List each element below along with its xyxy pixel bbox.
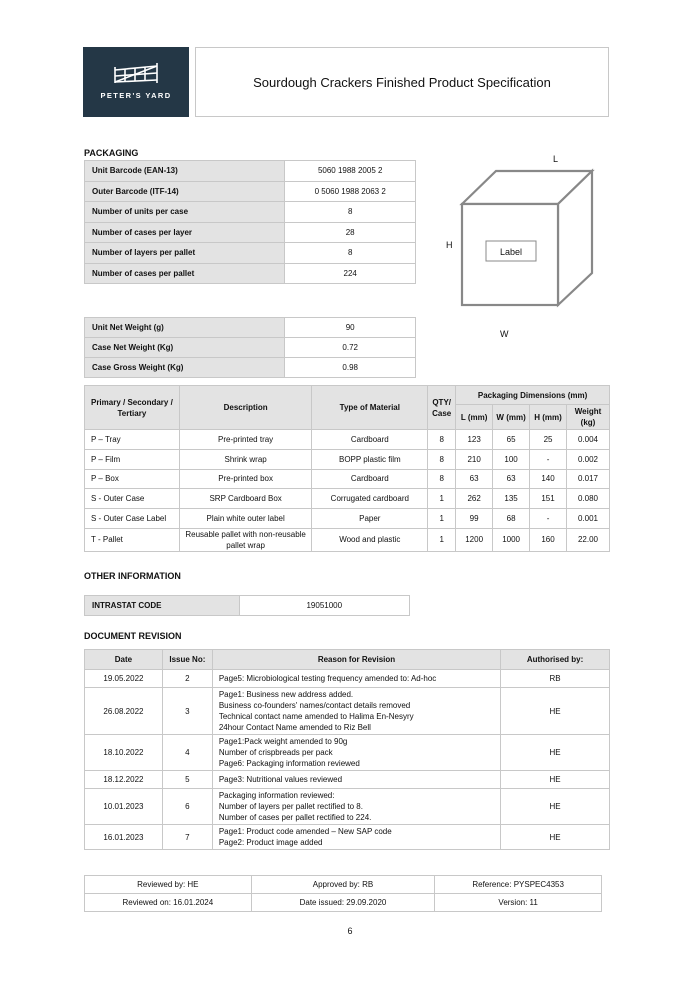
material-level: P – Box bbox=[85, 469, 180, 489]
weight-row-label: Case Gross Weight (Kg) bbox=[85, 358, 285, 378]
material-h: 151 bbox=[530, 489, 567, 509]
col-length: L (mm) bbox=[456, 405, 493, 430]
col-width: W (mm) bbox=[493, 405, 530, 430]
material-h: 25 bbox=[530, 430, 567, 450]
weight-row-label: Case Net Weight (Kg) bbox=[85, 338, 285, 358]
weight-row-value: 90 bbox=[285, 318, 416, 338]
packaging-row bbox=[85, 202, 416, 223]
revision-reason-line: Packaging information reviewed: bbox=[218, 791, 335, 800]
other-info-section-title: OTHER INFORMATION bbox=[84, 571, 181, 581]
intrastat-value: 19051000 bbox=[239, 596, 409, 616]
col-level: Primary / Secondary / Tertiary bbox=[85, 386, 180, 430]
material-material: Paper bbox=[312, 509, 428, 529]
material-material: Cardboard bbox=[312, 430, 428, 450]
material-l: 123 bbox=[456, 430, 493, 450]
revision-table bbox=[84, 649, 610, 850]
material-l: 63 bbox=[456, 469, 493, 489]
date-issued: Date issued: 29.09.2020 bbox=[251, 894, 435, 912]
packaging-section-title: PACKAGING bbox=[84, 148, 139, 158]
packaging-row-value: 5060 1988 2005 2 bbox=[285, 161, 416, 182]
reference: Reference: PYSPEC4353 bbox=[435, 876, 602, 894]
revision-row bbox=[85, 771, 610, 789]
packaging-row bbox=[85, 243, 416, 264]
revision-reason-line: Business co-founders' names/contact details removed bbox=[218, 701, 411, 710]
revision-reason bbox=[212, 771, 500, 789]
version: Version: 11 bbox=[435, 894, 602, 912]
material-material: BOPP plastic film bbox=[312, 449, 428, 469]
revision-reason-line: Page3: Nutritional values reviewed bbox=[218, 775, 343, 784]
revision-reason bbox=[212, 670, 500, 688]
material-description: Pre-printed tray bbox=[179, 430, 312, 450]
material-material: Cardboard bbox=[312, 469, 428, 489]
width-label: W bbox=[500, 329, 509, 339]
revision-reason-line: Page1: Business new address added. bbox=[218, 690, 354, 699]
material-h: - bbox=[530, 509, 567, 529]
revision-reason-line: 24hour Contact Name amended to Riz Bell bbox=[218, 723, 371, 732]
revision-row bbox=[85, 825, 610, 850]
document-title: Sourdough Crackers Finished Product Specification bbox=[195, 47, 609, 117]
packaging-row-label: Number of units per case bbox=[85, 202, 285, 223]
material-w: 135 bbox=[493, 489, 530, 509]
reviewed-by: Reviewed by: HE bbox=[85, 876, 252, 894]
material-qty: 1 bbox=[428, 489, 456, 509]
revision-issue: 4 bbox=[162, 735, 212, 771]
material-weight: 0.017 bbox=[567, 469, 610, 489]
revision-reason-line: Page1: Product code amended – New SAP code bbox=[218, 827, 392, 836]
material-material: Wood and plastic bbox=[312, 528, 428, 551]
revision-row bbox=[85, 670, 610, 688]
material-row bbox=[85, 469, 610, 489]
packaging-row-label: Unit Barcode (EAN-13) bbox=[85, 161, 285, 182]
material-row bbox=[85, 489, 610, 509]
revision-issue: 7 bbox=[162, 825, 212, 850]
packaging-row bbox=[85, 263, 416, 284]
material-qty: 8 bbox=[428, 469, 456, 489]
material-w: 100 bbox=[493, 449, 530, 469]
col-weight: Weight (kg) bbox=[567, 405, 610, 430]
material-weight: 0.080 bbox=[567, 489, 610, 509]
col-reason: Reason for Revision bbox=[212, 650, 500, 670]
reviewed-on: Reviewed on: 16.01.2024 bbox=[85, 894, 252, 912]
revision-reason bbox=[212, 688, 500, 735]
packaging-row-value: 8 bbox=[285, 243, 416, 264]
material-row bbox=[85, 509, 610, 529]
packaging-row-label: Number of cases per layer bbox=[85, 222, 285, 243]
material-qty: 8 bbox=[428, 430, 456, 450]
packaging-row-value: 28 bbox=[285, 222, 416, 243]
revision-reason-line: Number of layers per pallet rectified to 8. bbox=[218, 802, 363, 811]
box-label-text: Label bbox=[499, 247, 523, 257]
revision-reason-line: Technical contact name amended to Halima En-Nesyry bbox=[218, 712, 414, 721]
material-l: 210 bbox=[456, 449, 493, 469]
col-qty: QTY/ Case bbox=[428, 386, 456, 430]
col-date: Date bbox=[85, 650, 163, 670]
revision-authorised: HE bbox=[501, 688, 610, 735]
col-dimensions: Packaging Dimensions (mm) bbox=[456, 386, 610, 405]
material-w: 63 bbox=[493, 469, 530, 489]
col-authorised: Authorised by: bbox=[501, 650, 610, 670]
revision-date: 26.08.2022 bbox=[85, 688, 163, 735]
revision-reason-line: Number of crispbreads per pack bbox=[218, 748, 333, 757]
material-w: 65 bbox=[493, 430, 530, 450]
revision-date: 16.01.2023 bbox=[85, 825, 163, 850]
packaging-row-value: 224 bbox=[285, 263, 416, 284]
revision-issue: 5 bbox=[162, 771, 212, 789]
material-w: 1000 bbox=[493, 528, 530, 551]
material-level: P – Tray bbox=[85, 430, 180, 450]
material-h: 160 bbox=[530, 528, 567, 551]
material-level: S - Outer Case Label bbox=[85, 509, 180, 529]
material-qty: 8 bbox=[428, 449, 456, 469]
revision-authorised: HE bbox=[501, 825, 610, 850]
material-h: - bbox=[530, 449, 567, 469]
revision-issue: 3 bbox=[162, 688, 212, 735]
material-w: 68 bbox=[493, 509, 530, 529]
packaging-row-value: 0 5060 1988 2063 2 bbox=[285, 181, 416, 202]
packaging-materials-table bbox=[84, 385, 610, 552]
revision-reason-line: Page2: Product image added bbox=[218, 838, 323, 847]
gate-icon bbox=[113, 61, 159, 87]
revision-reason bbox=[212, 789, 500, 825]
revision-reason-line: Page5: Microbiological testing frequency amended to: Ad-hoc bbox=[218, 674, 437, 683]
col-height: H (mm) bbox=[530, 405, 567, 430]
material-description: Shrink wrap bbox=[179, 449, 312, 469]
material-level: S - Outer Case bbox=[85, 489, 180, 509]
packaging-table bbox=[84, 160, 416, 284]
revision-date: 19.05.2022 bbox=[85, 670, 163, 688]
revision-reason bbox=[212, 825, 500, 850]
revision-authorised: HE bbox=[501, 789, 610, 825]
material-description: Plain white outer label bbox=[179, 509, 312, 529]
page-number: 6 bbox=[347, 926, 353, 936]
material-weight: 0.004 bbox=[567, 430, 610, 450]
material-l: 99 bbox=[456, 509, 493, 529]
packaging-row-value: 8 bbox=[285, 202, 416, 223]
material-qty: 1 bbox=[428, 528, 456, 551]
revision-reason-line: Page6: Packaging information reviewed bbox=[218, 759, 360, 768]
weight-row bbox=[85, 338, 416, 358]
material-weight: 0.001 bbox=[567, 509, 610, 529]
material-description: Pre-printed box bbox=[179, 469, 312, 489]
intrastat-label: INTRASTAT CODE bbox=[85, 596, 240, 616]
revision-reason bbox=[212, 735, 500, 771]
revision-row bbox=[85, 688, 610, 735]
material-description: Reusable pallet with non-reusable pallet wrap bbox=[179, 528, 312, 551]
material-row bbox=[85, 528, 610, 551]
logo-wordmark: PETER'S YARD bbox=[100, 91, 172, 100]
weight-row bbox=[85, 358, 416, 378]
packaging-row-label: Number of cases per pallet bbox=[85, 263, 285, 284]
height-label: H bbox=[446, 240, 453, 250]
revision-authorised: RB bbox=[501, 670, 610, 688]
material-level: T - Pallet bbox=[85, 528, 180, 551]
revision-row bbox=[85, 735, 610, 771]
revision-reason-line: Page1:Pack weight amended to 90g bbox=[218, 737, 348, 746]
revision-row bbox=[85, 789, 610, 825]
weight-row bbox=[85, 318, 416, 338]
packaging-row-label: Outer Barcode (ITF-14) bbox=[85, 181, 285, 202]
intrastat-table bbox=[84, 595, 410, 616]
packaging-row bbox=[85, 222, 416, 243]
packaging-row-label: Number of layers per pallet bbox=[85, 243, 285, 264]
revision-date: 18.10.2022 bbox=[85, 735, 163, 771]
revision-authorised: HE bbox=[501, 771, 610, 789]
company-logo bbox=[83, 47, 189, 117]
approved-by: Approved by: RB bbox=[251, 876, 435, 894]
col-material: Type of Material bbox=[312, 386, 428, 430]
material-qty: 1 bbox=[428, 509, 456, 529]
approval-footer-table bbox=[84, 875, 602, 912]
weight-table bbox=[84, 317, 416, 378]
material-l: 1200 bbox=[456, 528, 493, 551]
material-weight: 22.00 bbox=[567, 528, 610, 551]
material-h: 140 bbox=[530, 469, 567, 489]
material-l: 262 bbox=[456, 489, 493, 509]
weight-row-label: Unit Net Weight (g) bbox=[85, 318, 285, 338]
material-weight: 0.002 bbox=[567, 449, 610, 469]
material-level: P – Film bbox=[85, 449, 180, 469]
revision-reason-line: Number of cases per pallet rectified to 224. bbox=[218, 813, 372, 822]
packaging-row bbox=[85, 161, 416, 182]
revision-issue: 2 bbox=[162, 670, 212, 688]
revision-date: 18.12.2022 bbox=[85, 771, 163, 789]
revision-date: 10.01.2023 bbox=[85, 789, 163, 825]
material-description: SRP Cardboard Box bbox=[179, 489, 312, 509]
material-material: Corrugated cardboard bbox=[312, 489, 428, 509]
col-description: Description bbox=[179, 386, 312, 430]
weight-row-value: 0.98 bbox=[285, 358, 416, 378]
length-label: L bbox=[553, 154, 559, 164]
col-issue: Issue No: bbox=[162, 650, 212, 670]
material-row bbox=[85, 430, 610, 450]
revision-issue: 6 bbox=[162, 789, 212, 825]
revision-authorised: HE bbox=[501, 735, 610, 771]
revision-section-title: DOCUMENT REVISION bbox=[84, 631, 182, 641]
material-row bbox=[85, 449, 610, 469]
packaging-row bbox=[85, 181, 416, 202]
weight-row-value: 0.72 bbox=[285, 338, 416, 358]
